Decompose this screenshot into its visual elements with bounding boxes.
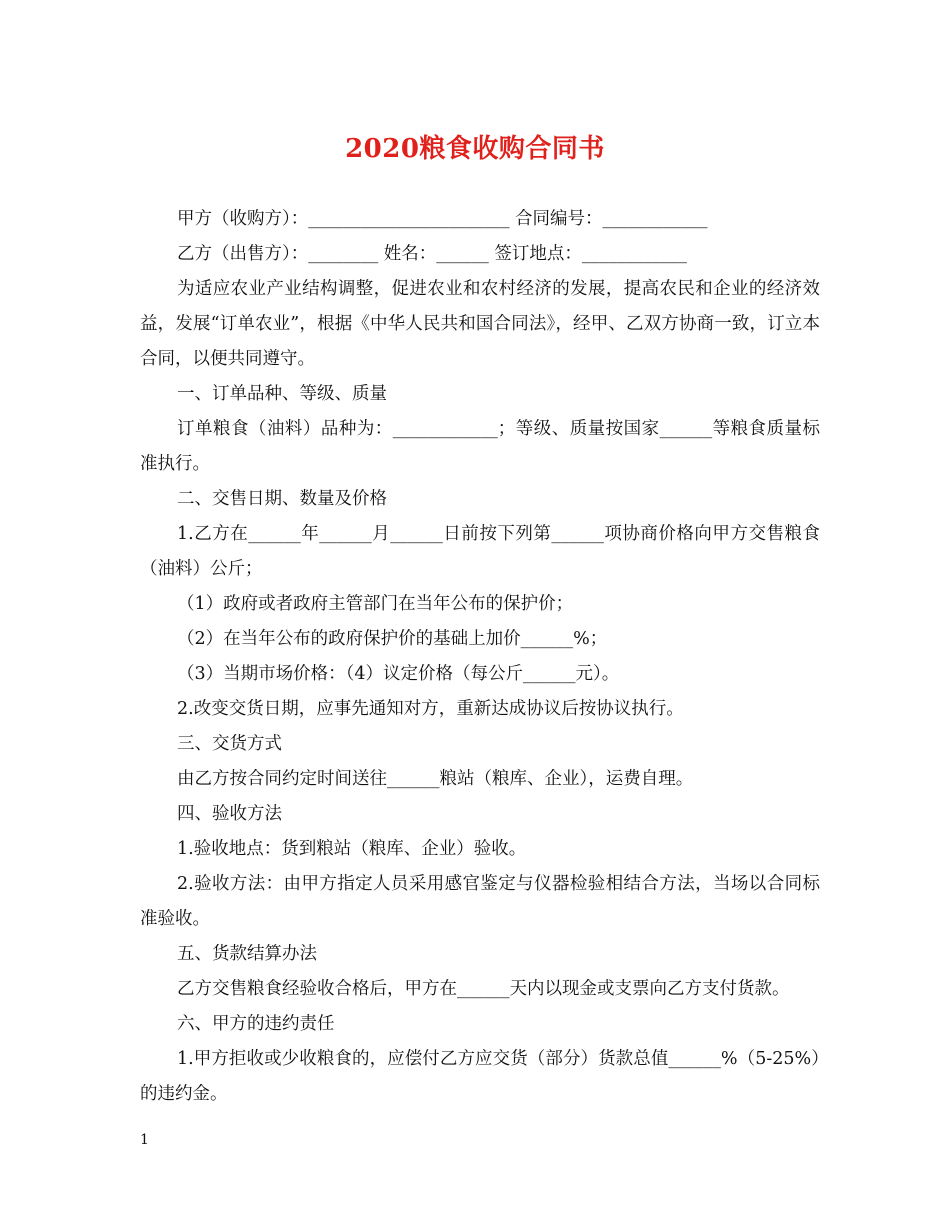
price-option-3-4: （3）当期市场价格：（4）议定价格（每公斤______元）。 xyxy=(177,664,620,684)
price-option-1: （1）政府或者政府主管部门在当年公布的保护价； xyxy=(177,594,574,614)
party-a-line: 甲方（收购方）：_______________________ 合同编号：____________ xyxy=(177,209,708,229)
preamble-paragraph: 为适应农业产业结构调整，促进农业和农村经济的发展，提高农民和企业的经济效益，发展“订单农业”，根据《中华人民共和国合同法》，经甲、乙双方协商一致，订立本合同，以便共同遵守。 xyxy=(140,279,820,369)
section-1-paragraph: 订单粮食（油料）品种为：____________；等级、质量按国家______等粮食质量标准执行。 xyxy=(140,419,820,474)
section-4-item-1: 1.验收地点：货到粮站（粮库、企业）验收。 xyxy=(177,839,527,859)
section-3-heading: 三、交货方式 xyxy=(177,734,282,754)
document-title: 2020粮食收购合同书 xyxy=(345,134,605,164)
price-option-2: （2）在当年公布的政府保护价的基础上加价______%； xyxy=(177,629,608,649)
section-5-heading: 五、货款结算办法 xyxy=(177,944,317,964)
page-number: 1 xyxy=(140,1132,149,1148)
section-6-item-1: 1.甲方拒收或少收粮食的，应偿付乙方应交货（部分）货款总值______%（5-25%）的违约金。 xyxy=(140,1049,820,1104)
section-2-item-2: 2.改变交货日期，应事先通知对方，重新达成协议后按协议执行。 xyxy=(177,699,684,719)
section-4-item-2: 2.验收方法：由甲方指定人员采用感官鉴定与仪器检验相结合方法，当场以合同标准验收。 xyxy=(140,874,820,929)
document-body xyxy=(140,202,820,1112)
section-5-paragraph: 乙方交售粮食经验收合格后，甲方在______天内以现金或支票向乙方支付货款。 xyxy=(177,979,790,999)
party-b-line: 乙方（出售方）：________ 姓名：______ 签订地点：____________ xyxy=(177,244,687,264)
section-4-heading: 四、验收方法 xyxy=(177,804,282,824)
section-2-item-1: 1.乙方在______年______月______日前按下列第______项协商价格向甲方交售粮食（油料）公斤； xyxy=(140,524,820,579)
section-6-heading: 六、甲方的违约责任 xyxy=(177,1014,335,1034)
section-1-heading: 一、订单品种、等级、质量 xyxy=(177,384,387,404)
section-2-heading: 二、交售日期、数量及价格 xyxy=(177,489,387,509)
section-3-paragraph: 由乙方按合同约定时间送往______粮站（粮库、企业），运费自理。 xyxy=(177,769,694,789)
